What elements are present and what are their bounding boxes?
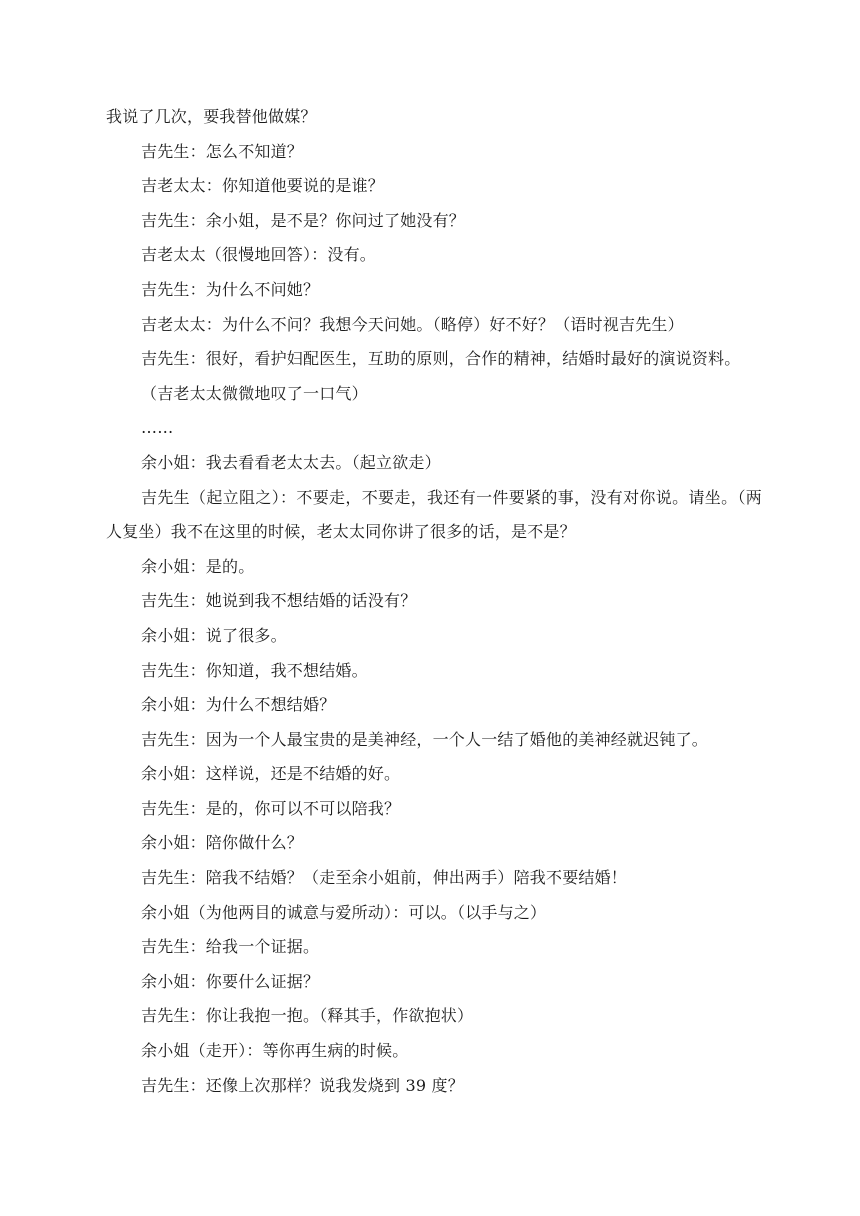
dialogue-line: 吉先生：给我一个证据。 bbox=[141, 937, 320, 957]
dialogue-line: 余小姐：是的。 bbox=[141, 556, 255, 576]
dialogue-line: 吉先生：陪我不结婚？（走至余小姐前，伸出两手）陪我不要结婚！ bbox=[141, 868, 628, 888]
text-line: 我说了几次，要我替他做媒？ bbox=[106, 107, 317, 126]
dialogue-line: 吉先生（起立阻之）：不要走，不要走，我还有一件要紧的事，没有对你说。请坐。（两人复坐）我不在这里的时候，老太太同你讲了很多的话，是不是？ bbox=[106, 487, 762, 542]
dialogue-line: 吉老太太：为什么不问？我想今天问她。（略停）好不好？（语时视吉先生） bbox=[141, 314, 684, 334]
dialogue-line: 余小姐：我去看看老太太去。（起立欲走） bbox=[141, 452, 441, 472]
dialogue-line: 余小姐（为他两目的诚意与爱所动）：可以。（以手与之） bbox=[141, 902, 547, 922]
dialogue-line: 吉先生：怎么不知道？ bbox=[141, 141, 304, 161]
dialogue-line: 吉先生：很好，看护妇配医生，互助的原则，合作的精神，结婚时最好的演说资料。 bbox=[141, 349, 741, 369]
dialogue-line: 余小姐：说了很多。 bbox=[141, 625, 287, 645]
dialogue-line: 余小姐：陪你做什么？ bbox=[141, 833, 304, 853]
dialogue-line: 吉先生：为什么不问她？ bbox=[141, 279, 320, 299]
document-body bbox=[106, 100, 762, 1103]
dialogue-line: 吉先生：还像上次那样？说我发烧到 39 度？ bbox=[141, 1075, 464, 1095]
stage-direction: （吉老太太微微地叹了一口气） bbox=[141, 383, 368, 403]
dialogue-line: 余小姐：为什么不想结婚？ bbox=[141, 695, 336, 715]
dialogue-line: 吉先生：是的，你可以不可以陪我？ bbox=[141, 798, 401, 818]
dialogue-line: 吉先生：因为一个人最宝贵的是美神经，一个人一结了婚他的美神经就迟钝了。 bbox=[141, 729, 709, 749]
dialogue-line: 余小姐：你要什么证据？ bbox=[141, 971, 320, 991]
ellipsis-line: …… bbox=[141, 418, 174, 438]
dialogue-line: 吉先生：你让我抱一抱。（释其手，作欲抱状） bbox=[141, 1006, 474, 1026]
dialogue-line: 吉先生：她说到我不想结婚的话没有？ bbox=[141, 591, 417, 611]
dialogue-line: 吉老太太（很慢地回答）：没有。 bbox=[141, 245, 377, 265]
dialogue-line: 吉老太太：你知道他要说的是谁？ bbox=[141, 176, 385, 196]
dialogue-line: 余小姐（走开）：等你再生病的时候。 bbox=[141, 1041, 409, 1061]
dialogue-line: 余小姐：这样说，还是不结婚的好。 bbox=[141, 764, 401, 784]
dialogue-line: 吉先生：你知道，我不想结婚。 bbox=[141, 660, 368, 680]
dialogue-line: 吉先生：余小姐，是不是？你问过了她没有？ bbox=[141, 210, 466, 230]
